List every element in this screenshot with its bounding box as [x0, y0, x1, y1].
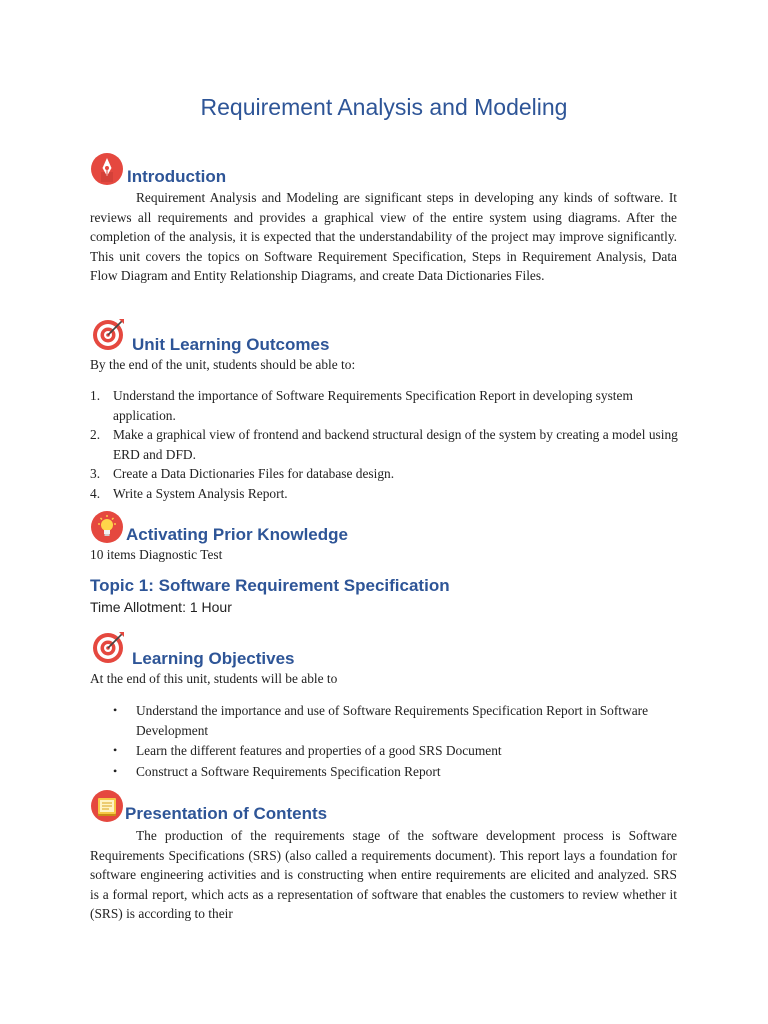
- list-item: [113, 762, 678, 782]
- list-text: Understand the importance of Software Requirements Specification Report in developing system application.: [113, 388, 633, 423]
- pen-nib-icon: [90, 152, 124, 186]
- list-item: [90, 425, 680, 464]
- list-item: [113, 741, 678, 761]
- presentation-text: The production of the requirements stage of the software development process is Software Requirements Specifications (SRS) (also called a requirements document). This report lays a foundation for software engineering activities and is constructing when entire requirements are elicited and analyzed. SRS is a formal report, which acts as a representation of software that enables the customers to review whether it (SRS) is according to their: [90, 828, 677, 921]
- prior-knowledge-text: 10 items Diagnostic Test: [90, 547, 223, 562]
- unit-outcomes-heading: Unit Learning Outcomes: [132, 335, 330, 354]
- presentation-paragraph: [90, 826, 677, 924]
- lightbulb-icon: [90, 510, 124, 544]
- list-item: [90, 484, 680, 504]
- list-number: 2.: [90, 427, 101, 442]
- unit-outcomes-intro: By the end of the unit, students should be able to:: [90, 357, 356, 372]
- bullet-icon: •: [113, 703, 118, 717]
- target-icon: [92, 630, 126, 664]
- introduction-heading: Introduction: [127, 167, 227, 186]
- list-item: [113, 701, 678, 740]
- list-number: 4.: [90, 485, 101, 501]
- list-text: Create a Data Dictionaries Files for database design.: [113, 466, 395, 481]
- learning-objectives-list: [113, 701, 678, 782]
- introduction-paragraph: [90, 188, 677, 286]
- introduction-text: Requirement Analysis and Modeling are significant steps in developing any kinds of software. It reviews all requirements and provides a graphical view of the entire system using diagrams. After the completion of the analysis, it is expected that the understandability of the project may improve significantly. This unit covers the topics on Software Requirement Specification, Steps in Requirement Analysis, Data Flow Diagram and Entity Relationship Diagrams, and create Data Dictionaries Files.: [90, 190, 677, 283]
- time-allotment: Time Allotment: 1 Hour: [90, 599, 232, 615]
- list-number: 3.: [90, 466, 101, 481]
- list-text: Write a System Analysis Report.: [113, 485, 288, 501]
- target-icon: [92, 317, 126, 351]
- list-text: Make a graphical view of frontend and backend structural design of the system by creating a model using ERD and DFD.: [113, 427, 678, 462]
- document-title: Requirement Analysis and Modeling: [200, 94, 568, 120]
- prior-knowledge-heading: Activating Prior Knowledge: [126, 525, 348, 544]
- bullet-icon: •: [113, 743, 118, 757]
- learning-objectives-heading: Learning Objectives: [132, 649, 295, 668]
- learning-objectives-intro: At the end of this unit, students will be able to: [90, 671, 338, 686]
- list-text: Understand the importance and use of Software Requirements Specification Report in Software Development: [136, 703, 649, 738]
- list-item: [90, 386, 680, 425]
- list-text: Construct a Software Requirements Specification Report: [136, 763, 441, 779]
- unit-outcomes-list: [90, 386, 680, 503]
- presentation-heading: Presentation of Contents: [125, 804, 328, 823]
- list-number: 1.: [90, 388, 101, 403]
- book-icon: [90, 789, 124, 823]
- list-text: Learn the different features and properties of a good SRS Document: [136, 743, 502, 758]
- list-item: [90, 464, 680, 484]
- topic-1-heading: Topic 1: Software Requirement Specification: [90, 576, 450, 595]
- bullet-icon: •: [113, 763, 118, 778]
